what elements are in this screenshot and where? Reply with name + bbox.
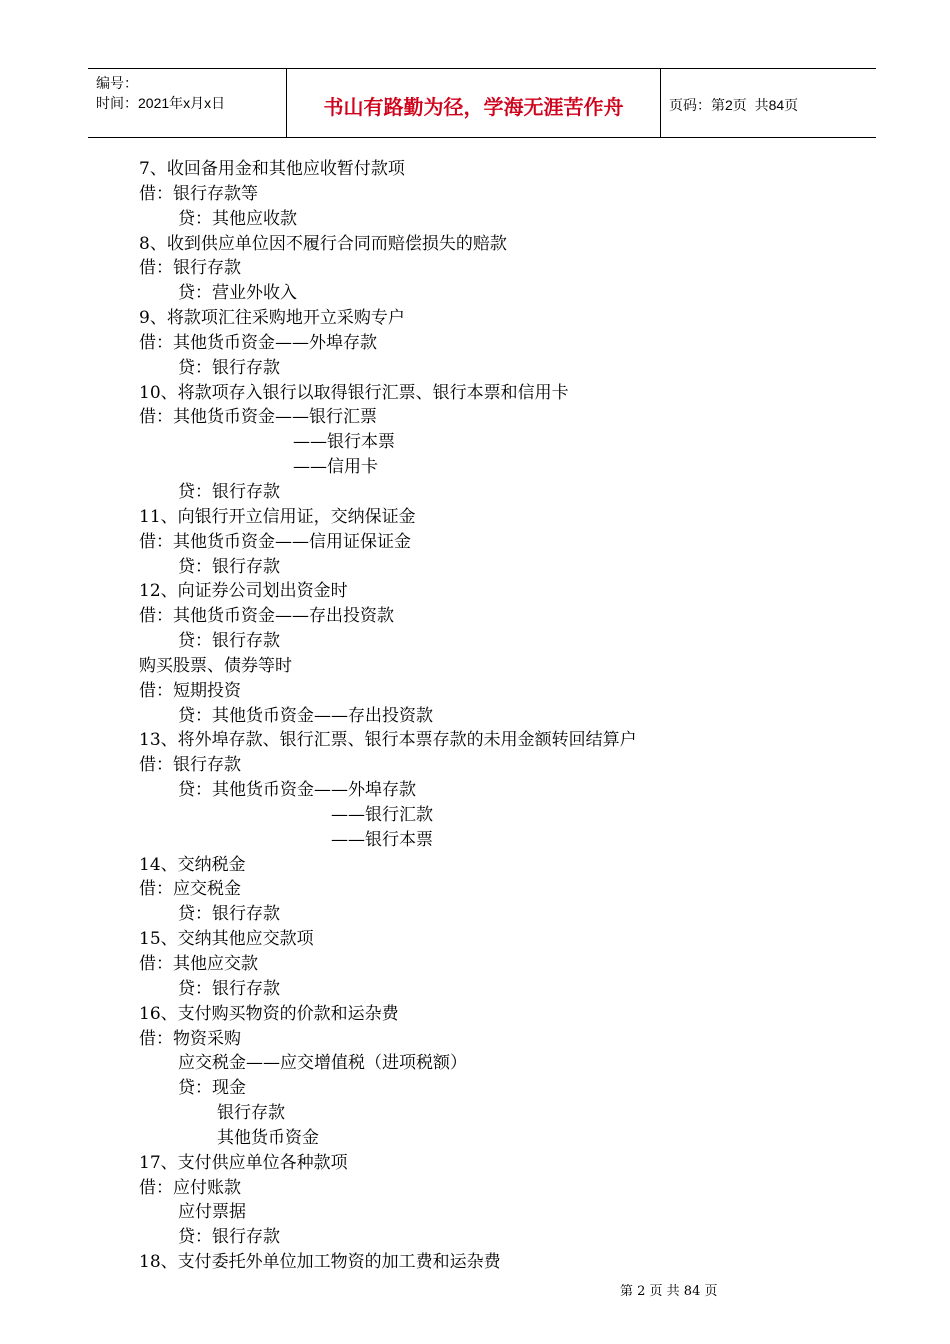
text-line: ——银行本票 (293, 432, 395, 453)
text-line: 10、将款项存入银行以取得银行汇票、银行本票和信用卡 (139, 382, 569, 403)
text-line: ——银行汇款 (331, 804, 433, 825)
text-line: 借：其他货币资金——银行汇票 (139, 407, 377, 428)
text-line: 7、收回备用金和其他应收暂付款项 (139, 159, 405, 179)
text-line: 借：其他货币资金——存出投资款 (139, 606, 394, 627)
text-line: 购买股票、债券等时 (139, 655, 292, 676)
text-line: 贷：其他货币资金——外埠存款 (178, 780, 416, 801)
text-line: 贷：银行存款 (178, 357, 280, 378)
text-line: 贷：现金 (178, 1078, 246, 1099)
text-line: ——银行本票 (331, 829, 433, 850)
number-label: 编号： (96, 75, 138, 91)
text-line: 贷：银行存款 (178, 631, 280, 652)
text-line: 贷：其他货币资金——存出投资款 (178, 705, 433, 726)
time-label: 时间：2021年x月x日 (96, 95, 226, 111)
text-line: 9、将款项汇往采购地开立采购专户 (139, 308, 405, 329)
text-line: 借：其他应交款 (139, 954, 258, 974)
text-line: 其他货币资金 (217, 1127, 319, 1148)
header-meta (88, 69, 287, 137)
header-page-info: 页码：第2页 共84页 (669, 97, 799, 113)
text-line: 贷：银行存款 (178, 556, 280, 577)
text-line: 11、向银行开立信用证，交纳保证金 (139, 506, 416, 527)
text-line: 银行存款 (217, 1103, 285, 1124)
text-line: 贷：营业外收入 (178, 283, 297, 304)
text-line: 借：物资采购 (139, 1028, 241, 1049)
text-line: 应交税金——应交增值税（进项税额） (178, 1053, 467, 1074)
text-line: 借：银行存款等 (139, 183, 258, 204)
document-body (139, 157, 839, 1275)
text-line: 借：应交税金 (139, 879, 241, 900)
text-line: 贷：银行存款 (178, 904, 280, 925)
header-motto: 书山有路勤为径，学海无涯苦作舟 (287, 69, 661, 137)
text-line: 18、支付委托外单位加工物资的加工费和运杂费 (139, 1252, 501, 1273)
text-line: 14、交纳税金 (139, 854, 246, 875)
text-line: 借：银行存款 (139, 258, 241, 279)
text-line: 12、向证券公司划出资金时 (139, 581, 348, 602)
text-line: 借：应付账款 (139, 1177, 241, 1198)
text-line: 贷：其他应收款 (178, 208, 297, 229)
text-line: 借：短期投资 (139, 680, 241, 701)
text-line: 16、支付购买物资的价款和运杂费 (139, 1003, 399, 1024)
page-footer: 第 2 页 共 84 页 (620, 1284, 718, 1299)
text-line: 贷：银行存款 (178, 978, 280, 999)
text-line: 8、收到供应单位因不履行合同而赔偿损失的赔款 (139, 233, 507, 254)
text-line: 借：其他货币资金——信用证保证金 (139, 531, 411, 552)
text-line: 13、将外埠存款、银行汇票、银行本票存款的未用金额转回结算户 (139, 730, 637, 751)
text-line: ——信用卡 (293, 457, 378, 478)
text-line: 借：其他货币资金——外埠存款 (139, 332, 377, 353)
text-line: 应付票据 (178, 1202, 246, 1223)
text-line: 17、支付供应单位各种款项 (139, 1152, 348, 1173)
page-header (88, 68, 876, 138)
text-line: 借：银行存款 (139, 755, 241, 776)
text-line: 贷：银行存款 (178, 481, 280, 502)
text-line: 15、交纳其他应交款项 (139, 929, 314, 950)
text-line: 贷：银行存款 (178, 1227, 280, 1248)
